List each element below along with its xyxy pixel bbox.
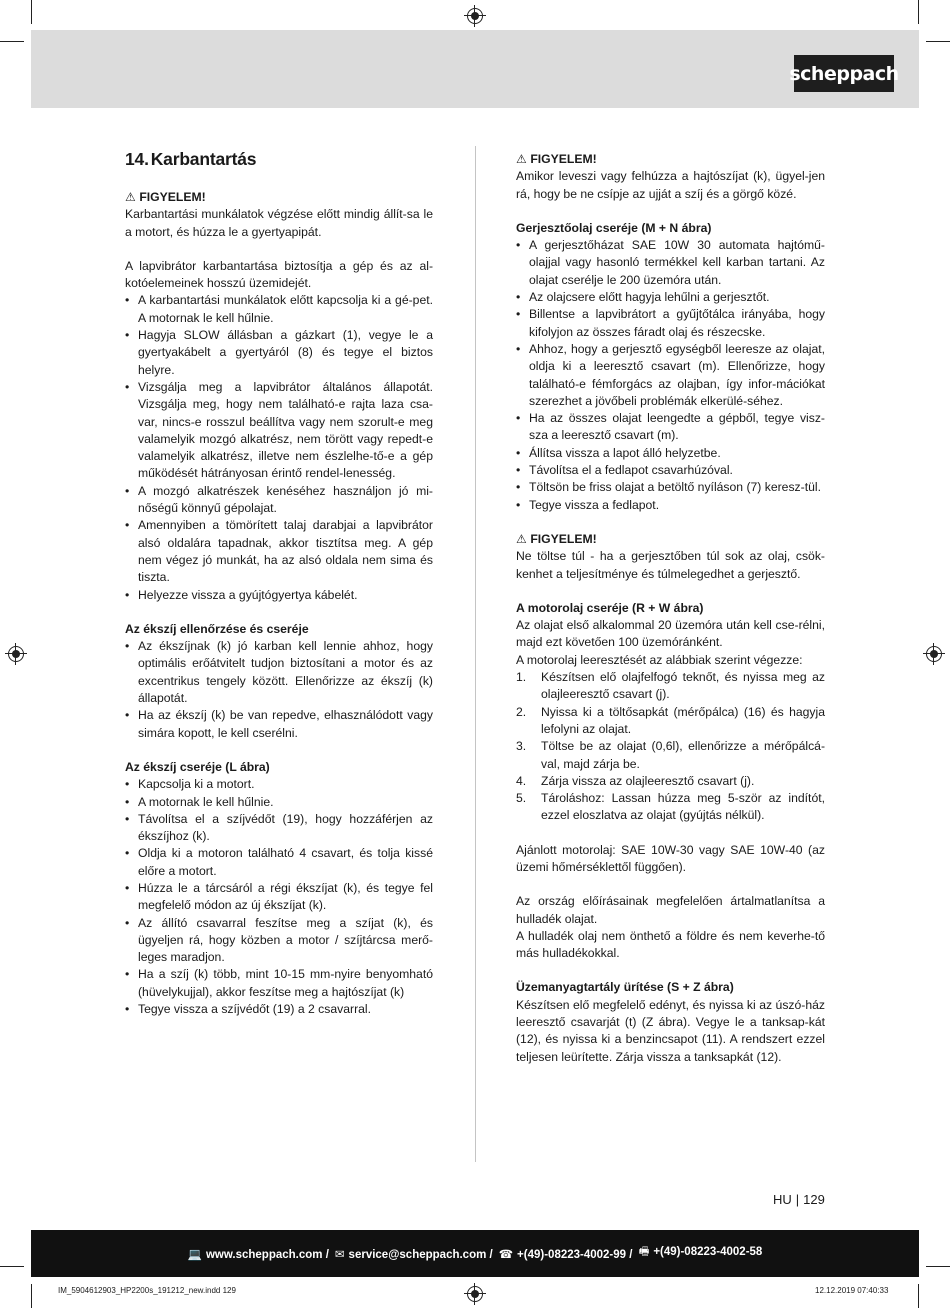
list-item: • Ha a szíj (k) több, mint 10-15 mm-nyire benyomható (hüvelykujjal), akkor feszítse meg a hajtószíjat (k) [125,966,433,1001]
list-item: • A karbantartási munkálatok előtt kapcsolja ki a gé-pet. A motornak le kell hűlnie. [125,292,433,327]
list-item: • Az ékszíjnak (k) jó karban kell lennie ahhoz, hogy optimális erőátvitelt tudjon biztosítani a motor és az excentrikus tengely között. Ellenőrizze az ékszíj (k) állapotát. [125,638,433,707]
step-text: Készítsen elő olajfelfogó teknőt, és nyissa meg az olajleeresztő csavart (j). [541,670,825,702]
list-item: • Állítsa vissza a lapot álló helyzetbe. [516,445,825,462]
section-heading [125,147,433,171]
footer-phone-text: +(49)-08223-4002-99 / [517,1248,633,1261]
crop-mark [926,1266,950,1267]
list-item: • Távolítsa el a szíjvédőt (19), hogy hozzáférjen az ékszíjhoz (k). [125,811,433,846]
paragraph: Az ország előírásainak megfelelően ártalmatlanítsa a hulladék olajat. [516,894,825,926]
list-item: • Ahhoz, hogy a gerjesztő egységből leeresze az olajat, oldja ki a leeresztő csavart (m). Ellenőrizze, hogy található-e fémforgács az olajban, így infor-mációkat szerezhet a jövőbeli problémák elkerülé-séhez. [516,341,825,410]
crop-mark [0,1266,24,1267]
computer-icon: 💻 [187,1248,202,1261]
step-item [516,669,825,704]
registration-mark [467,8,483,24]
paragraph: Ajánlott motorolaj: SAE 10W-30 vagy SAE 10W-40 (az üzemi hőmérséklettől függően). [516,842,825,874]
exciter-oil-title: Gerjesztőolaj cseréje (M + N ábra) [516,220,712,235]
footer-fax-text: +(49)-08223-4002-58 [653,1246,763,1258]
footer-fax [638,1244,762,1263]
step-item [516,704,825,739]
page-number-value: 129 [803,1192,825,1207]
belt-replace-title: Az ékszíj cseréje (L ábra) [125,759,270,774]
list-item: • Húzza le a tárcsáról a régi ékszíjat (k), és tegye fel megfelelő módon az új ékszíjat (k). [125,880,433,915]
language-code: HU [773,1192,792,1207]
warning-triangle-icon: ⚠ [516,152,527,166]
step-item [516,773,825,790]
step-number: 3. [516,739,527,754]
list-item: • Amennyiben a tömörített talaj darabjai a lapvibrátor alsó oldalára tapadnak, akkor tisztítsa meg. A gép nem végez jó munkát, ha az alsó oldala nem sima és tiszta. [125,517,433,586]
belt-check-list [125,638,433,742]
footer-web-text: www.scheppach.com / [205,1248,329,1261]
list-item: • Az olajcsere előtt hagyja lehűlni a gerjesztőt. [516,289,825,306]
left-column [125,147,433,1018]
footer-web [188,1247,329,1261]
list-item: • Kapcsolja ki a motort. [125,776,433,793]
paragraph: Készítsen elő megfelelő edényt, és nyissa ki az úszó-ház leeresztő csavarját (t) (Z ábra). Vegye le a tanksap-kát (12), és nyissa ki a benzincsapot (11). A rendszert ezzel teljesen leürítette. Zárja vissza a tanksapkát (12). [516,997,825,1064]
slug-date: 12.12.2019 07:40:33 [815,1286,889,1295]
step-text: Töltse be az olajat (0,6l), ellenőrizze a mérőpálcá-val, majd zárja be. [541,739,825,771]
warning-heading [516,151,825,168]
list-item: • Helyezze vissza a gyújtógyertya kábelét. [125,587,433,604]
right-column [516,151,825,1066]
fuel-tank-title: Üzemanyagtartály ürítése (S + Z ábra) [516,980,734,995]
registration-mark [467,1286,483,1302]
list-item: • Oldja ki a motoron található 4 csavart, és tolja kissé előre a motort. [125,845,433,880]
list-item: • Vizsgálja meg a lapvibrátor általános állapotát. Vizsgálja meg, hogy nem található-e rajta laza csa-var, nincs-e rosszul beállítva vagy nem szorult-e meg valamelyik mozgó alkatrész, nem törött vagy repedt-e valamelyik alkatrész, illetve nem észlelhe-tő-e a gép működését hátrányosan érintő rendel-lenesség. [125,379,433,483]
fax-icon: 🖷 [638,1246,650,1258]
warning-label: FIGYELEM! [139,190,206,204]
warning-text: Karbantartási munkálatok végzése előtt mindig állít-sa le a motort, és húzza le a gyertyapipát. [125,207,433,239]
motor-oil-steps [516,669,825,825]
list-item: • Az állító csavarral feszítse meg a szíjat (k), és ügyeljen rá, hogy közben a motor / szíjtárcsa merő-leges maradjon. [125,915,433,967]
warning-triangle-icon: ⚠ [125,190,136,204]
intro-text: A lapvibrátor karbantartása biztosítja a gép és az al-kotóelemeinek hosszú üzemidejét. [125,258,433,291]
step-text: Zárja vissza az olajleeresztő csavart (j). [541,773,755,788]
step-number: 4. [516,773,527,788]
paragraph: A hulladék olaj nem önthető a földre és nem keverhe-tő más hulladékokkal. [516,928,825,961]
belt-check-title: Az ékszíj ellenőrzése és cseréje [125,621,309,636]
warning-heading [125,189,433,206]
list-item: • Távolítsa el a fedlapot csavarhúzóval. [516,462,825,479]
step-number: 5. [516,791,527,806]
step-text: Nyissa ki a töltősapkát (mérőpálca) (16) és hagyja lefolyni az olajat. [541,704,825,736]
footer-phone [499,1247,633,1261]
list-item: • Töltsön be friss olajat a betöltő nyíláson (7) keresz-tül. [516,479,825,496]
warning-heading [516,531,825,548]
registration-mark [8,646,24,662]
column-divider [475,146,476,1162]
step-item [516,790,825,825]
list-item: • Hagyja SLOW állásban a gázkart (1), vegye le a gyertyakábelt a gyertyáról (8) és tegye el biztos helyre. [125,327,433,379]
footer-mail [335,1247,493,1261]
heading-number: 14. [125,149,149,169]
exciter-oil-list [516,237,825,514]
page-separator: | [795,1192,800,1207]
crop-mark [918,1284,919,1308]
header-band [31,30,919,108]
warning-triangle-icon: ⚠ [516,531,527,546]
page-number [773,1192,825,1207]
list-item: • A mozgó alkatrészek kenéséhez használjon jó mi-nőségű könnyű gépolajat. [125,483,433,518]
list-item: • Tegye vissza a fedlapot. [516,497,825,514]
slug-filename: IM_5904612903_HP2200s_191212_new.indd 129 [58,1286,236,1295]
step-number: 1. [516,670,527,685]
scheppach-logo: scheppach [794,55,894,92]
registration-mark [926,646,942,662]
belt-replace-list [125,776,433,1018]
paragraph: Az olajat első alkalommal 20 üzemóra után kell cse-rélni, majd ezt követően 100 üzemóránként. [516,618,825,650]
step-item [516,738,825,773]
paragraph: A motorolaj leeresztését az alábbiak szerint végezze: [516,652,803,667]
list-item: • Ha az ékszíj (k) be van repedve, elhasználódott vagy simára kopott, le kell cserélni. [125,707,433,742]
crop-mark [31,0,32,24]
step-text: Tároláshoz: Lassan húzza meg 5-ször az indítót, ezzel eloszlatva az olajat (gyújtás nélkül). [541,791,825,823]
list-item: • Ha az összes olajat leengedte a gépből, tegye visz-sza a leeresztő csavart (m). [516,410,825,445]
heading-text: Karbantartás [150,149,257,169]
step-number: 2. [516,704,527,719]
list-item: • Tegye vissza a szíjvédőt (19) a 2 csavarral. [125,1001,433,1018]
warning-text: Amikor leveszi vagy felhúzza a hajtószíjat (k), ügyel-jen rá, hogy be ne csípje az ujját a szíj és a görgő közé. [516,169,825,201]
mail-icon: ✉ [334,1248,345,1261]
list-item: • Billentse a lapvibrátort a gyűjtőtálca irányába, hogy kifolyjon az összes fáradt olaj és részecske. [516,306,825,341]
warning-label: FIGYELEM! [530,152,597,166]
phone-icon: ☎ [498,1248,514,1261]
footer-band [31,1230,919,1277]
crop-mark [0,41,24,42]
crop-mark [31,1284,32,1308]
crop-mark [926,41,950,42]
warning-label: FIGYELEM! [530,531,597,546]
crop-mark [918,0,919,24]
motor-oil-title: A motorolaj cseréje (R + W ábra) [516,600,704,615]
list-item: • A gerjesztőházat SAE 10W 30 automata hajtómű-olajjal vagy hasonló termékkel kell karban tartani. Az olajat cserélje le 200 üzemóra után. [516,237,825,289]
warning-text: Ne töltse túl - ha a gerjesztőben túl sok az olaj, csök-kenhet a teljesítménye és túlmelegedhet a gerjesztő. [516,549,825,581]
maintenance-list [125,292,433,603]
list-item: • A motornak le kell hűlnie. [125,794,433,811]
footer-mail-text: service@scheppach.com / [348,1248,493,1261]
